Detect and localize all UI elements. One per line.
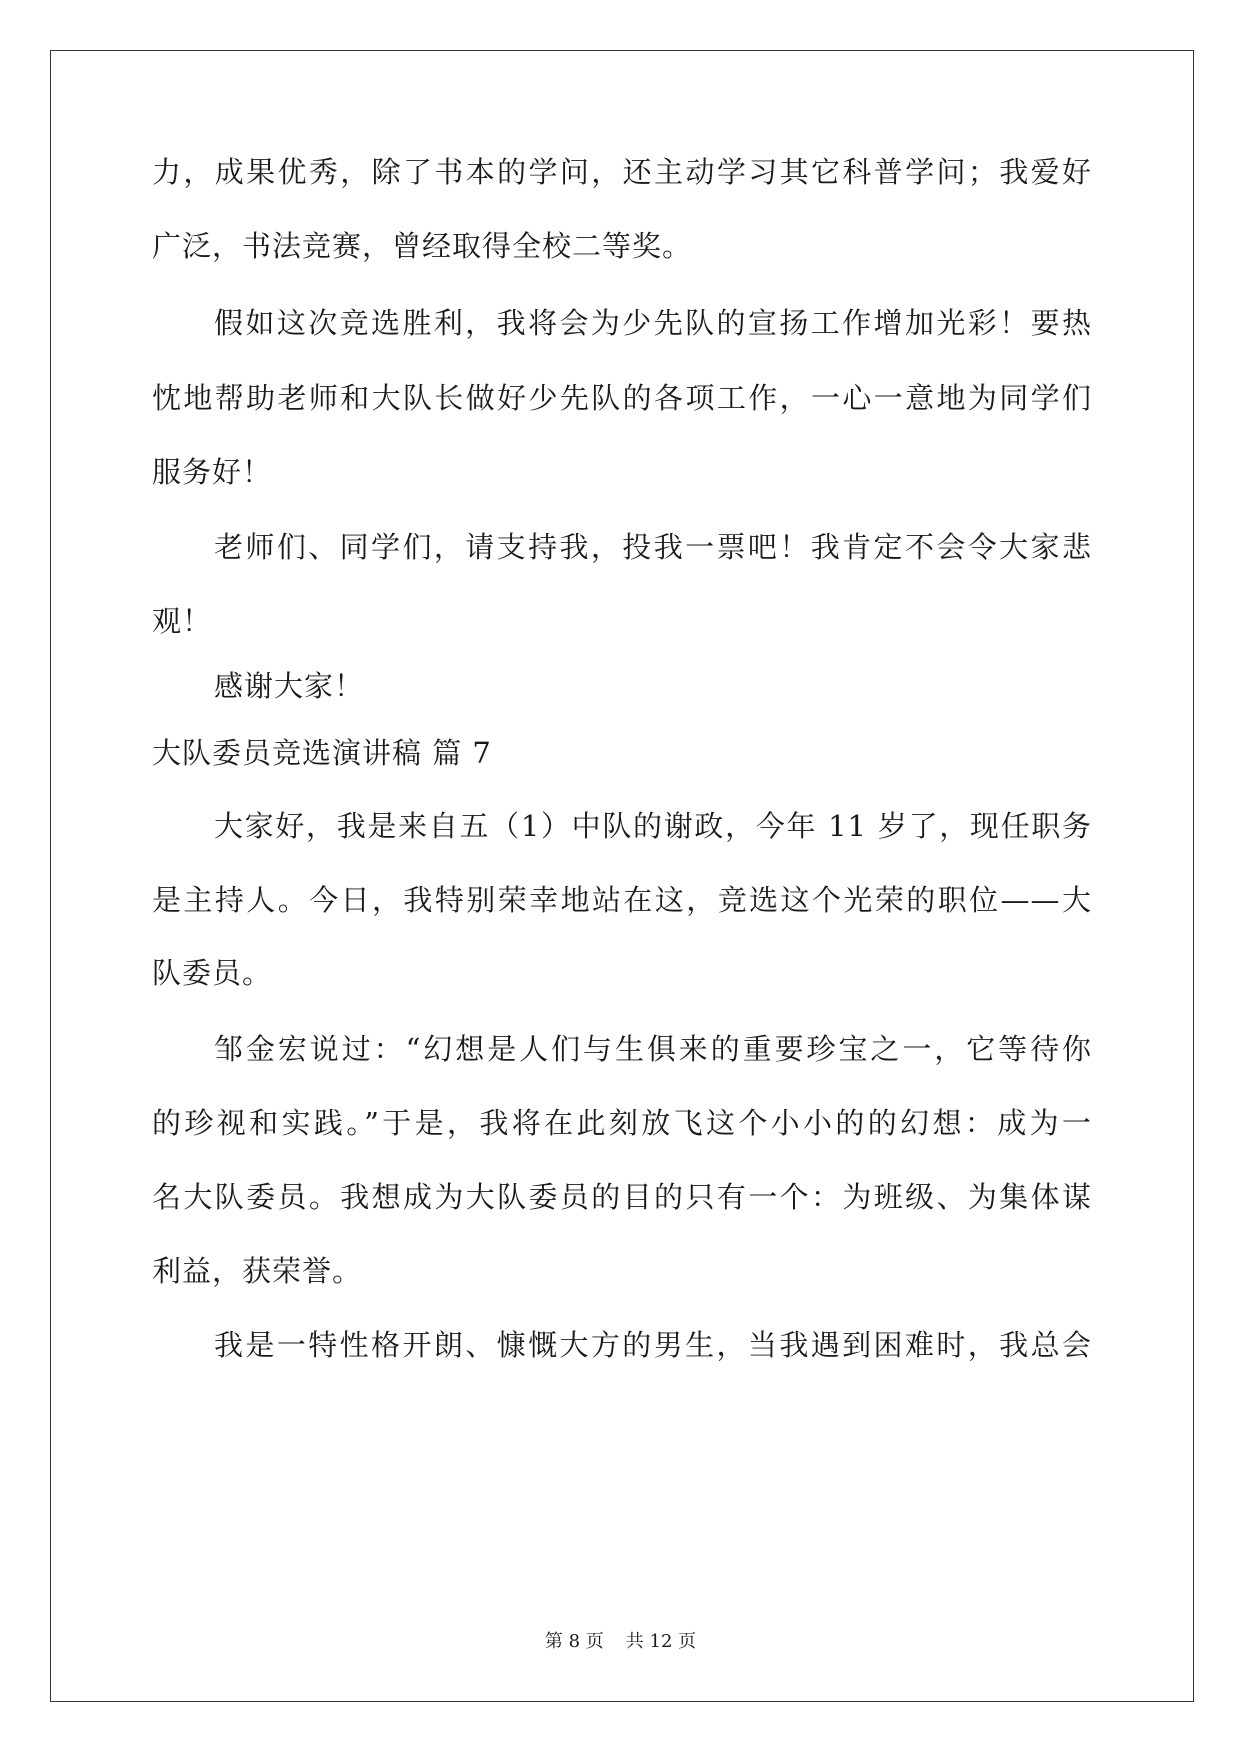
page-footer	[0, 1630, 1241, 1654]
paragraph-line: 邹金宏说过：“幻想是人们与生俱来的重要珍宝之一，它等待你	[214, 1032, 1092, 1066]
paragraph-line: 大家好，我是来自五（1）中队的谢政，今年 11 岁了，现任职务	[214, 809, 1092, 843]
paragraph-line: 观！	[152, 604, 213, 638]
paragraph-line: 名大队委员。我想成为大队委员的目的只有一个：为班级、为集体谋	[152, 1180, 1092, 1214]
paragraph-line: 广泛，书法竞赛，曾经取得全校二等奖。	[152, 229, 693, 263]
paragraph-line: 我是一特性格开朗、慷慨大方的男生，当我遇到困难时，我总会	[214, 1328, 1092, 1362]
paragraph-line: 服务好！	[152, 455, 273, 489]
paragraph-line: 假如这次竞选胜利，我将会为少先队的宣扬工作增加光彩！要热	[214, 306, 1092, 340]
paragraph-line: 是主持人。今日，我特别荣幸地站在这，竞选这个光荣的职位——大	[152, 883, 1092, 917]
paragraph-line: 老师们、同学们，请支持我，投我一票吧！我肯定不会令大家悲	[214, 530, 1092, 564]
page-total: 共 12 页	[625, 1631, 697, 1652]
section-heading: 大队委员竞选演讲稿 篇 7	[152, 736, 492, 770]
paragraph-line: 的珍视和实践。”于是，我将在此刻放飞这个小小的的幻想：成为一	[152, 1106, 1092, 1140]
paragraph-line: 感谢大家！	[214, 669, 365, 703]
paragraph-line: 利益，获荣誉。	[152, 1254, 363, 1288]
page-number: 第 8 页	[544, 1631, 604, 1652]
paragraph-line: 队委员。	[152, 956, 273, 990]
page-border	[50, 50, 1194, 1702]
paragraph-line: 力，成果优秀，除了书本的学问，还主动学习其它科普学问；我爱好	[152, 155, 1092, 189]
paragraph-line: 忱地帮助老师和大队长做好少先队的各项工作，一心一意地为同学们	[152, 381, 1092, 415]
